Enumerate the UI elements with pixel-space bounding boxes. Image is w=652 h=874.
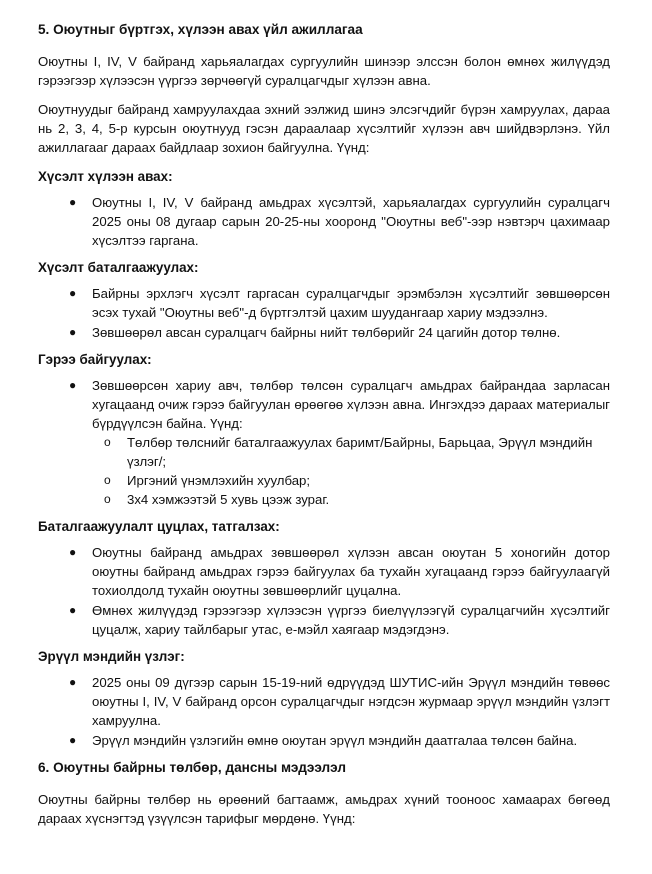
sub-list-item-text: Иргэний үнэмлэхийн хуулбар;	[127, 473, 311, 488]
bullet-icon: ●	[69, 286, 77, 300]
section-6-title: 6. Оюутны байрны төлбөр, дансны мэдээлэл	[38, 760, 346, 775]
list-item	[38, 323, 610, 342]
confirm-heading: Хүсэлт баталгаажуулах:	[38, 260, 199, 275]
request-heading: Хүсэлт хүлээн авах:	[38, 169, 173, 184]
health-list	[38, 673, 610, 750]
list-item-text: Байрны эрхлэгч хүсэлт гаргасан суралцагчдыг эрэмбэлэн хүсэлтийг зөвшөөрсөн эсэх тухай "Оюутны веб"-д бүртгэлтэй цахим шуудангаар хариу мэдээлнэ.	[92, 286, 610, 320]
list-item	[38, 543, 610, 600]
list-item-text: Зөвшөөрсөн хариу авч, төлбөр төлсөн суралцагч амьдрах байрандаа зарласан хугацаанд очиж гэрээ байгуулан өрөөгөө хүлээн авна. Ингэхдээ дараах материалыг бүрдүүлсэн байна. Үүнд:	[92, 378, 610, 431]
bullet-icon: ●	[69, 378, 77, 392]
bullet-icon: ●	[69, 325, 77, 339]
bullet-icon: ●	[69, 545, 77, 559]
sub-list-item-text: 3х4 хэмжээтэй 5 хувь цээж зураг.	[127, 492, 330, 507]
list-item	[38, 601, 610, 639]
request-list	[38, 193, 610, 250]
list-item	[38, 193, 610, 250]
list-item-text: Эрүүл мэндийн үзлэгийн өмнө оюутан эрүүл мэндийн даатгалаа төлсөн байна.	[92, 733, 578, 748]
sub-list-item-text: Төлбөр төлснийг баталгаажуулах баримт/Байрны, Барьцаа, Эрүүл мэндийн үзлэг/;	[127, 435, 593, 469]
contract-heading: Гэрээ байгуулах:	[38, 352, 152, 367]
list-item	[38, 376, 610, 509]
bullet-icon: ●	[69, 675, 77, 689]
bullet-icon: ●	[69, 733, 77, 747]
list-item	[38, 284, 610, 322]
list-item-text: Оюутны I, IV, V байранд амьдрах хүсэлтэй, харьяалагдах сургуулийн суралцагч 2025 оны 08 дугаар сарын 20-25-ны хооронд "Оюутны веб"-ээр нэвтэрч цахимаар хүсэлтээ гаргана.	[92, 195, 610, 248]
list-item-text: Оюутны байранд амьдрах зөвшөөрөл хүлээн авсан оюутан 5 хоногийн дотор оюутны байранд амьдрах гэрээ байгуулах ба тухайн хугацаанд гэрээ байгуулаагүй тохиолдолд тухайн оюутны зөвшөөрлийг цуцална.	[92, 545, 610, 598]
contract-list	[38, 376, 610, 509]
sub-list-item	[92, 433, 610, 471]
circle-bullet-icon: o	[104, 492, 111, 506]
section-5-paragraph-2: Оюутнуудыг байранд хамруулахдаа эхний ээлжид шинэ элсэгчдийг бүрэн хамруулах, дараа нь 2, 3, 4, 5-р курсын оюутнууд гэсэн дараалаар хүсэлтийг хүлээн авч шийдвэрлэнэ. Үйл ажиллагааг дараах байдлаар зохион байгуулна. Үүнд:	[38, 102, 610, 155]
cancel-list	[38, 543, 610, 639]
list-item-text: Өмнөх жилүүдэд гэрээгээр хүлээсэн үүргээ биелүүлээгүй суралцагчийн хүсэлтийг цуцалж, хариу тайлбарыг утас, е-мэйл хаягаар мэдэгдэнэ.	[92, 603, 610, 637]
document-page	[38, 20, 610, 838]
confirm-list	[38, 284, 610, 342]
circle-bullet-icon: o	[104, 435, 111, 449]
circle-bullet-icon: o	[104, 473, 111, 487]
list-item-text: Зөвшөөрөл авсан суралцагч байрны нийт төлбөрийг 24 цагийн дотор төлнө.	[92, 325, 561, 340]
list-item	[38, 731, 610, 750]
section-5-paragraph-1: Оюутны I, IV, V байранд харьяалагдах сургуулийн шинээр элссэн болон өмнөх жилүүдэд гэрээгээр хүлээсэн үүргээ зөрчөөгүй суралцагчдыг хүлээн авна.	[38, 54, 610, 88]
health-heading: Эрүүл мэндийн үзлэг:	[38, 649, 185, 664]
contract-sublist	[92, 433, 610, 509]
list-item-text: 2025 оны 09 дүгээр сарын 15-19-ний өдрүүдэд ШУТИС-ийн Эрүүл мэндийн төвөөс оюутны I, IV, V байранд орсон суралцагчдыг нэгдсэн журмаар эрүүл мэндийн үзлэгт хамруулна.	[92, 675, 610, 728]
section-6-paragraph: Оюутны байрны төлбөр нь өрөөний багтаамж, амьдрах хүний тооноос хамаарах бөгөөд дараах хүснэгтэд үзүүлсэн тарифыг мөрдөнө. Үүнд:	[38, 792, 610, 826]
section-5-title: 5. Оюутныг бүртгэх, хүлээн авах үйл ажиллагаа	[38, 22, 363, 37]
cancel-heading: Баталгаажуулалт цуцлах, татгалзах:	[38, 519, 280, 534]
sub-list-item	[92, 471, 610, 490]
bullet-icon: ●	[69, 195, 77, 209]
list-item	[38, 673, 610, 730]
bullet-icon: ●	[69, 603, 77, 617]
sub-list-item	[92, 490, 610, 509]
